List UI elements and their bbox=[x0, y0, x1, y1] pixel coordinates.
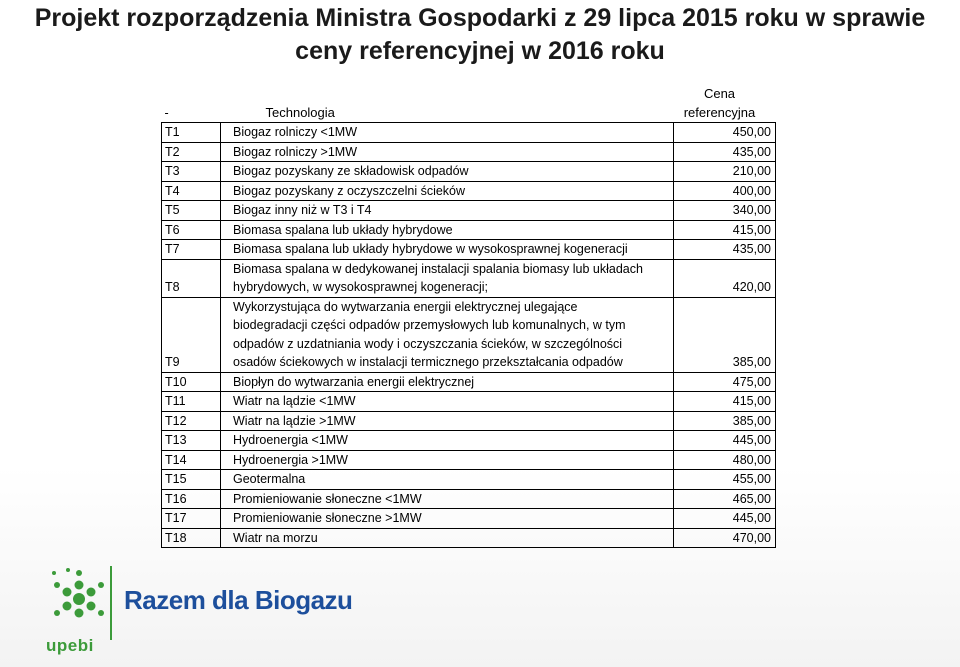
table-row bbox=[162, 528, 776, 548]
technology-line: Geotermalna bbox=[233, 472, 306, 486]
row-price: 480,00 bbox=[674, 450, 776, 470]
technology-line: Wiatr na morzu bbox=[233, 530, 318, 545]
row-price: 420,00 bbox=[674, 259, 776, 297]
technology-line: Hydroenergia <1MW bbox=[233, 433, 348, 447]
table-row bbox=[162, 201, 776, 221]
row-price: 415,00 bbox=[674, 392, 776, 412]
row-technology bbox=[221, 240, 674, 260]
row-price: 455,00 bbox=[674, 470, 776, 490]
row-code: T2 bbox=[162, 142, 221, 162]
row-price: 450,00 bbox=[674, 123, 776, 143]
technology-line: Hydroenergia >1MW bbox=[233, 452, 348, 467]
row-price: 465,00 bbox=[674, 489, 776, 509]
row-price: 340,00 bbox=[674, 201, 776, 221]
reference-price-table bbox=[161, 84, 776, 548]
technology-line: Biopłyn do wytwarzania energii elektrycznej bbox=[233, 374, 475, 389]
row-price: 415,00 bbox=[674, 220, 776, 240]
table-body bbox=[162, 84, 776, 548]
row-technology bbox=[221, 411, 674, 431]
table-row bbox=[162, 411, 776, 431]
row-technology bbox=[221, 181, 674, 201]
technology-line: Promieniowanie słoneczne >1MW bbox=[233, 511, 422, 525]
row-price: 210,00 bbox=[674, 162, 776, 182]
technology-line: Wykorzystująca do wytwarzania energii elektrycznej ulegające bbox=[233, 299, 578, 314]
table-header-row bbox=[162, 84, 776, 123]
table-row bbox=[162, 470, 776, 490]
table-row bbox=[162, 240, 776, 260]
header-price-line1: Cena bbox=[703, 86, 736, 101]
row-code: T11 bbox=[162, 392, 221, 412]
row-price: 445,00 bbox=[674, 509, 776, 529]
technology-line: Biogaz rolniczy >1MW bbox=[233, 144, 357, 159]
row-price: 435,00 bbox=[674, 142, 776, 162]
row-technology bbox=[221, 297, 674, 372]
row-price: 435,00 bbox=[674, 240, 776, 260]
technology-line: odpadów z uzdatniania wody i oczyszczania ścieków, w szczególności bbox=[233, 336, 623, 351]
table-row bbox=[162, 297, 776, 372]
row-price: 385,00 bbox=[674, 297, 776, 372]
row-technology bbox=[221, 528, 674, 548]
header-price bbox=[674, 84, 776, 123]
row-price: 385,00 bbox=[674, 411, 776, 431]
table-row bbox=[162, 372, 776, 392]
row-code: T4 bbox=[162, 181, 221, 201]
row-price: 445,00 bbox=[674, 431, 776, 451]
technology-line: osadów ściekowych w instalacji termicznego przekształcania odpadów bbox=[233, 355, 623, 369]
technology-line: Biogaz inny niż w T3 i T4 bbox=[233, 203, 372, 217]
row-price: 470,00 bbox=[674, 528, 776, 548]
technology-line: Biogaz pozyskany z oczyszczelni ścieków bbox=[233, 183, 466, 198]
header-technology: Technologia bbox=[265, 104, 335, 120]
row-code: T14 bbox=[162, 450, 221, 470]
row-code: T9 bbox=[162, 297, 221, 372]
brand-name: Razem dla Biogazu bbox=[124, 585, 353, 615]
price-table-container bbox=[161, 84, 776, 548]
table-row bbox=[162, 142, 776, 162]
row-technology bbox=[221, 123, 674, 143]
table-row bbox=[162, 392, 776, 412]
row-code: T5 bbox=[162, 201, 221, 221]
row-technology bbox=[221, 259, 674, 297]
row-code: T13 bbox=[162, 431, 221, 451]
header-price-line2: referencyjna bbox=[683, 105, 756, 120]
technology-line: Wiatr na lądzie >1MW bbox=[233, 413, 356, 428]
row-code: T12 bbox=[162, 411, 221, 431]
upebi-logo-icon bbox=[44, 565, 114, 635]
row-technology bbox=[221, 162, 674, 182]
row-technology bbox=[221, 431, 674, 451]
row-technology bbox=[221, 372, 674, 392]
row-price: 400,00 bbox=[674, 181, 776, 201]
row-code: T18 bbox=[162, 528, 221, 548]
table-row bbox=[162, 259, 776, 297]
table-row bbox=[162, 162, 776, 182]
table-row bbox=[162, 123, 776, 143]
technology-line: Promieniowanie słoneczne <1MW bbox=[233, 491, 422, 506]
row-code: T15 bbox=[162, 470, 221, 490]
row-code: T8 bbox=[162, 259, 221, 297]
technology-line: Biomasa spalana lub układy hybrydowe w wysokosprawnej kogeneracji bbox=[233, 242, 628, 256]
header-code: - bbox=[164, 105, 169, 120]
table-row bbox=[162, 450, 776, 470]
logo-wordmark: upebi bbox=[46, 636, 94, 655]
technology-line: hybrydowych, w wysokosprawnej kogeneracji; bbox=[233, 280, 488, 294]
page-title: Projekt rozporządzenia Ministra Gospodarki z 29 lipca 2015 roku w sprawie ceny referencyjnej w 2016 roku bbox=[34, 4, 926, 65]
table-row bbox=[162, 181, 776, 201]
row-code: T1 bbox=[162, 123, 221, 143]
row-technology bbox=[221, 450, 674, 470]
row-technology bbox=[221, 142, 674, 162]
row-code: T16 bbox=[162, 489, 221, 509]
table-row bbox=[162, 220, 776, 240]
row-code: T17 bbox=[162, 509, 221, 529]
row-code: T10 bbox=[162, 372, 221, 392]
logo-divider bbox=[110, 566, 112, 640]
row-code: T3 bbox=[162, 162, 221, 182]
row-technology bbox=[221, 392, 674, 412]
table-row bbox=[162, 489, 776, 509]
row-technology bbox=[221, 470, 674, 490]
row-code: T7 bbox=[162, 240, 221, 260]
row-code: T6 bbox=[162, 220, 221, 240]
row-technology bbox=[221, 201, 674, 221]
row-price: 475,00 bbox=[674, 372, 776, 392]
table-row bbox=[162, 431, 776, 451]
technology-line: Biogaz rolniczy <1MW bbox=[233, 125, 357, 139]
table-row bbox=[162, 509, 776, 529]
row-technology bbox=[221, 489, 674, 509]
row-technology bbox=[221, 220, 674, 240]
row-technology bbox=[221, 509, 674, 529]
technology-line: Biogaz pozyskany ze składowisk odpadów bbox=[233, 164, 469, 178]
technology-line: biodegradacji części odpadów przemysłowych lub komunalnych, w tym bbox=[233, 318, 626, 332]
technology-line: Wiatr na lądzie <1MW bbox=[233, 394, 356, 408]
technology-line: Biomasa spalana w dedykowanej instalacji spalania biomasy lub układach bbox=[233, 261, 643, 276]
technology-line: Biomasa spalana lub układy hybrydowe bbox=[233, 222, 453, 237]
